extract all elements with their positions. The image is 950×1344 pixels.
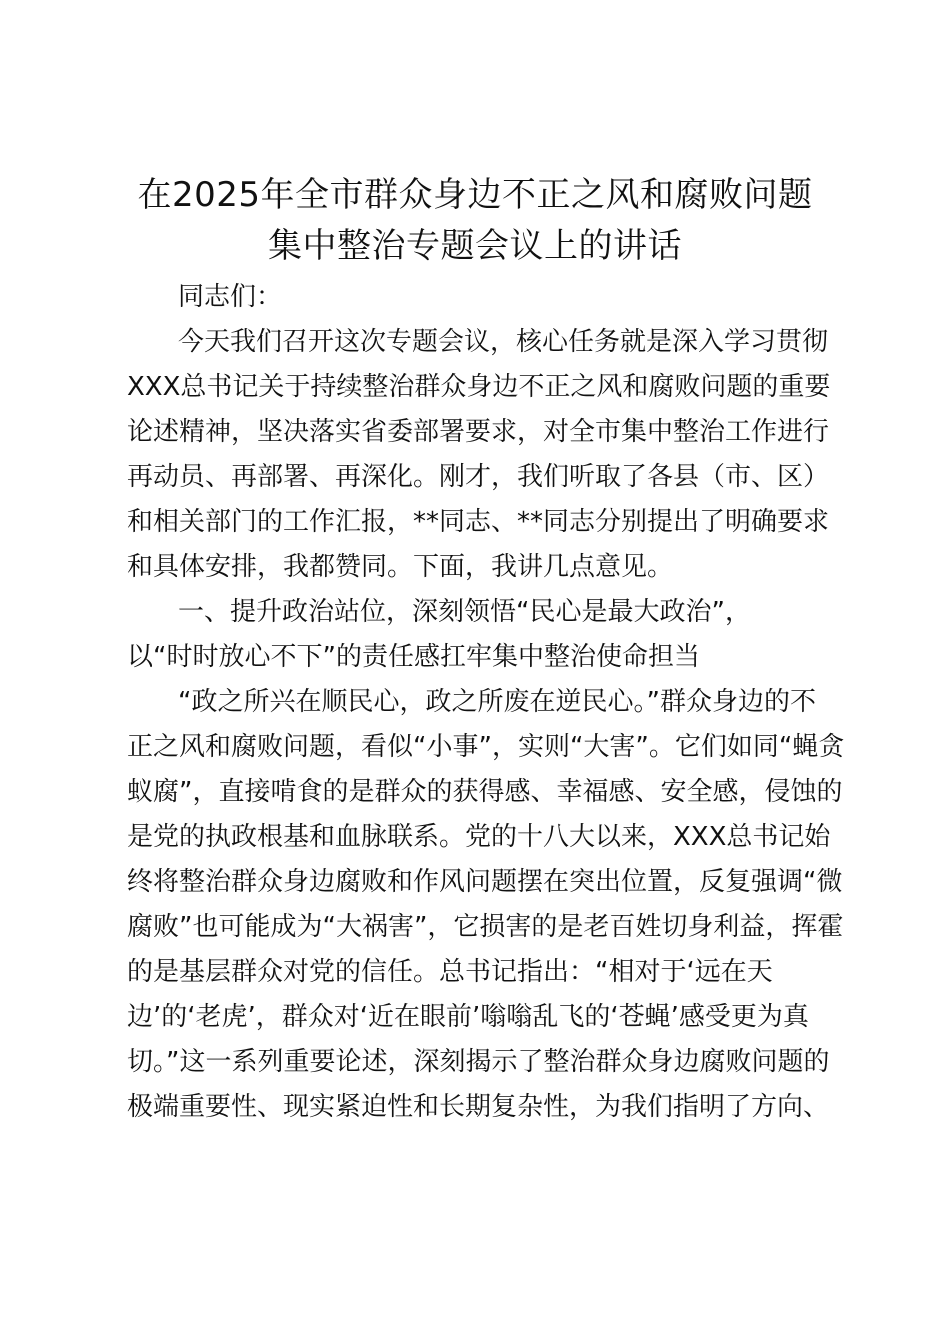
body-line-8: 正之风和腐败问题，看似“小事”，实则“大害”。它们如同“蝇贪: [127, 732, 845, 762]
body-line-9: 蚁腐”，直接啃食的是群众的获得感、幸福感、安全感，侵蚀的: [127, 777, 843, 807]
body-line-13: 的是基层群众对党的信任。总书记指出：“相对于‘远在天: [127, 957, 773, 987]
salutation: 同志们：: [178, 282, 283, 312]
body-line-1: 今天我们召开这次专题会议，核心任务就是深入学习贯彻: [178, 327, 829, 357]
body-line-10: 是党的执政根基和血脉联系。党的十八大以来，XXX总书记始: [127, 822, 831, 852]
body-line-7: “政之所兴在顺民心，政之所废在逆民心。”群众身边的不: [178, 687, 816, 717]
body-line-12: 腐败”也可能成为“大祸害”，它损害的是老百姓切身利益，挥霍: [127, 912, 844, 942]
body-line-3: 论述精神，坚决落实省委部署要求，对全市集中整治工作进行: [127, 417, 830, 447]
body-line-15: 切。”这一系列重要论述，深刻揭示了整治群众身边腐败问题的: [127, 1047, 830, 1077]
body-line-16: 极端重要性、现实紧迫性和长期复杂性，为我们指明了方向、: [127, 1092, 830, 1122]
body-line-6: 和具体安排，我都赞同。下面，我讲几点意见。: [127, 552, 674, 582]
section-heading-line-2: 以“时时放心不下”的责任感扛牢集中整治使命担当: [127, 642, 700, 672]
body-line-5: 和相关部门的工作汇报，**同志、**同志分别提出了明确要求: [127, 507, 830, 537]
document-title-line-2: 集中整治专题会议上的讲话: [268, 226, 682, 266]
body-line-14: 边’的‘老虎’，群众对‘近在眼前’嗡嗡乱飞的‘苍蝇’感受更为真: [127, 1002, 809, 1032]
body-line-2: XXX总书记关于持续整治群众身边不正之风和腐败问题的重要: [127, 372, 831, 402]
document-title-line-1: 在2025年全市群众身边不正之风和腐败问题: [137, 175, 813, 215]
body-line-4: 再动员、再部署、再深化。刚才，我们听取了各县（市、区）: [127, 462, 830, 492]
body-line-11: 终将整治群众身边腐败和作风问题摆在突出位置，反复强调“微: [127, 867, 843, 897]
section-heading-line-1: 一、提升政治站位，深刻领悟“民心是最大政治”，: [178, 597, 751, 627]
